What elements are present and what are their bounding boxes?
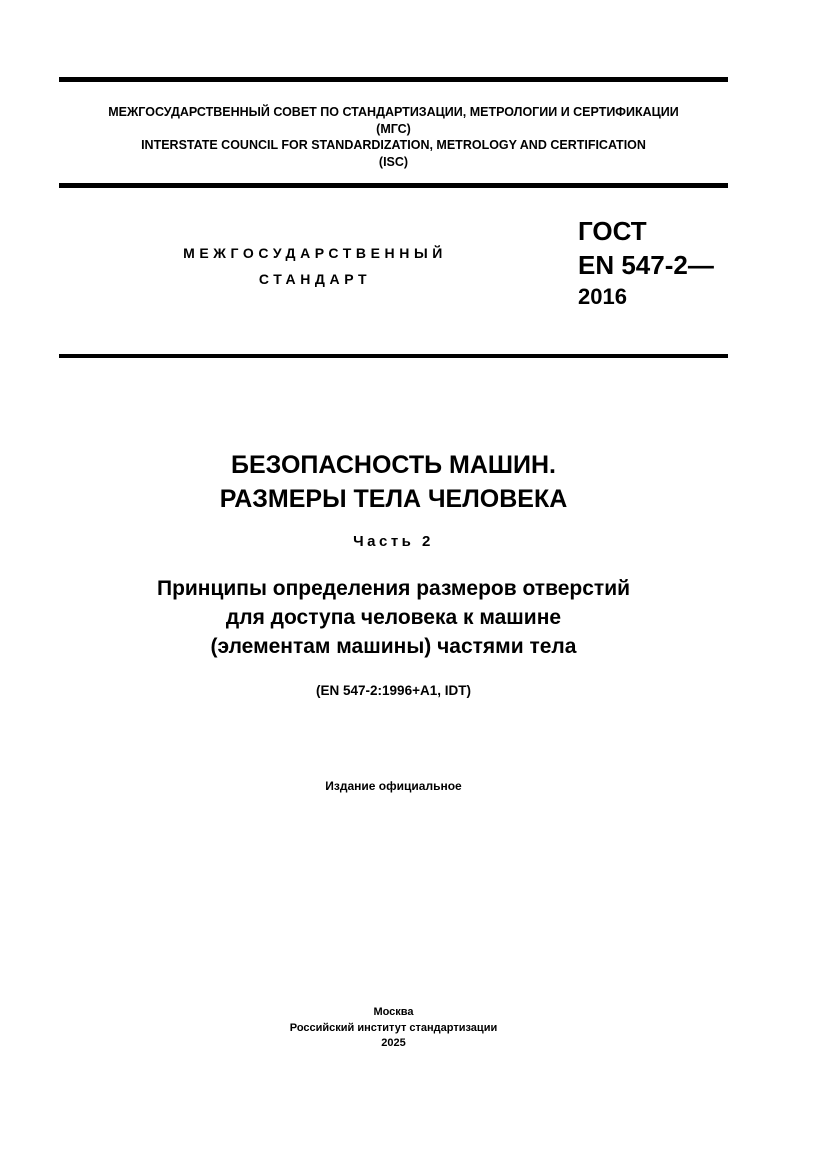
standard-kind — [130, 240, 500, 292]
publisher-imprint — [59, 1005, 728, 1052]
designation-year: 2016 — [578, 284, 627, 309]
part-label: Часть 2 — [353, 533, 434, 550]
header-bottom-rule — [59, 354, 728, 358]
council-name-en: INTERSTATE COUNCIL FOR STANDARDIZATION, METROLOGY AND CERTIFICATION — [141, 138, 646, 152]
top-rule — [59, 77, 728, 82]
designation-prefix: ГОСТ — [578, 216, 647, 246]
standard-designation — [578, 214, 714, 312]
subtitle-line1: Принципы определения размеров отверстий — [156, 577, 631, 600]
title-line1: БЕЗОПАСНОСТЬ МАШИН. — [231, 451, 556, 479]
title-line2: РАЗМЕРЫ ТЕЛА ЧЕЛОВЕКА — [219, 485, 568, 513]
official-edition-label: Издание официальное — [325, 779, 462, 793]
council-bottom-rule — [59, 183, 728, 188]
council-header — [59, 104, 728, 170]
equivalence-reference: (EN 547-2:1996+A1, IDT) — [316, 683, 471, 698]
subtitle-line2: для доступа человека к машине — [225, 606, 562, 629]
imprint-year: 2025 — [381, 1037, 406, 1049]
subtitle-line3: (элементам машины) частями тела — [210, 635, 577, 658]
imprint-publisher: Российский институт стандартизации — [289, 1021, 498, 1034]
imprint-city: Москва — [373, 1006, 414, 1018]
standard-kind-line2: СТАНДАРТ — [258, 271, 372, 287]
document-title — [59, 448, 728, 516]
standard-kind-line1: МЕЖГОСУДАРСТВЕННЫЙ — [183, 245, 447, 261]
council-name-ru: МЕЖГОСУДАРСТВЕННЫЙ СОВЕТ ПО СТАНДАРТИЗАЦИИ, МЕТРОЛОГИИ И СЕРТИФИКАЦИИ — [108, 105, 679, 119]
council-abbr-ru: (МГС) — [376, 121, 411, 136]
designation-number: EN 547-2— — [578, 250, 714, 280]
document-subtitle — [59, 574, 728, 661]
council-abbr-en: (ISC) — [378, 154, 409, 169]
